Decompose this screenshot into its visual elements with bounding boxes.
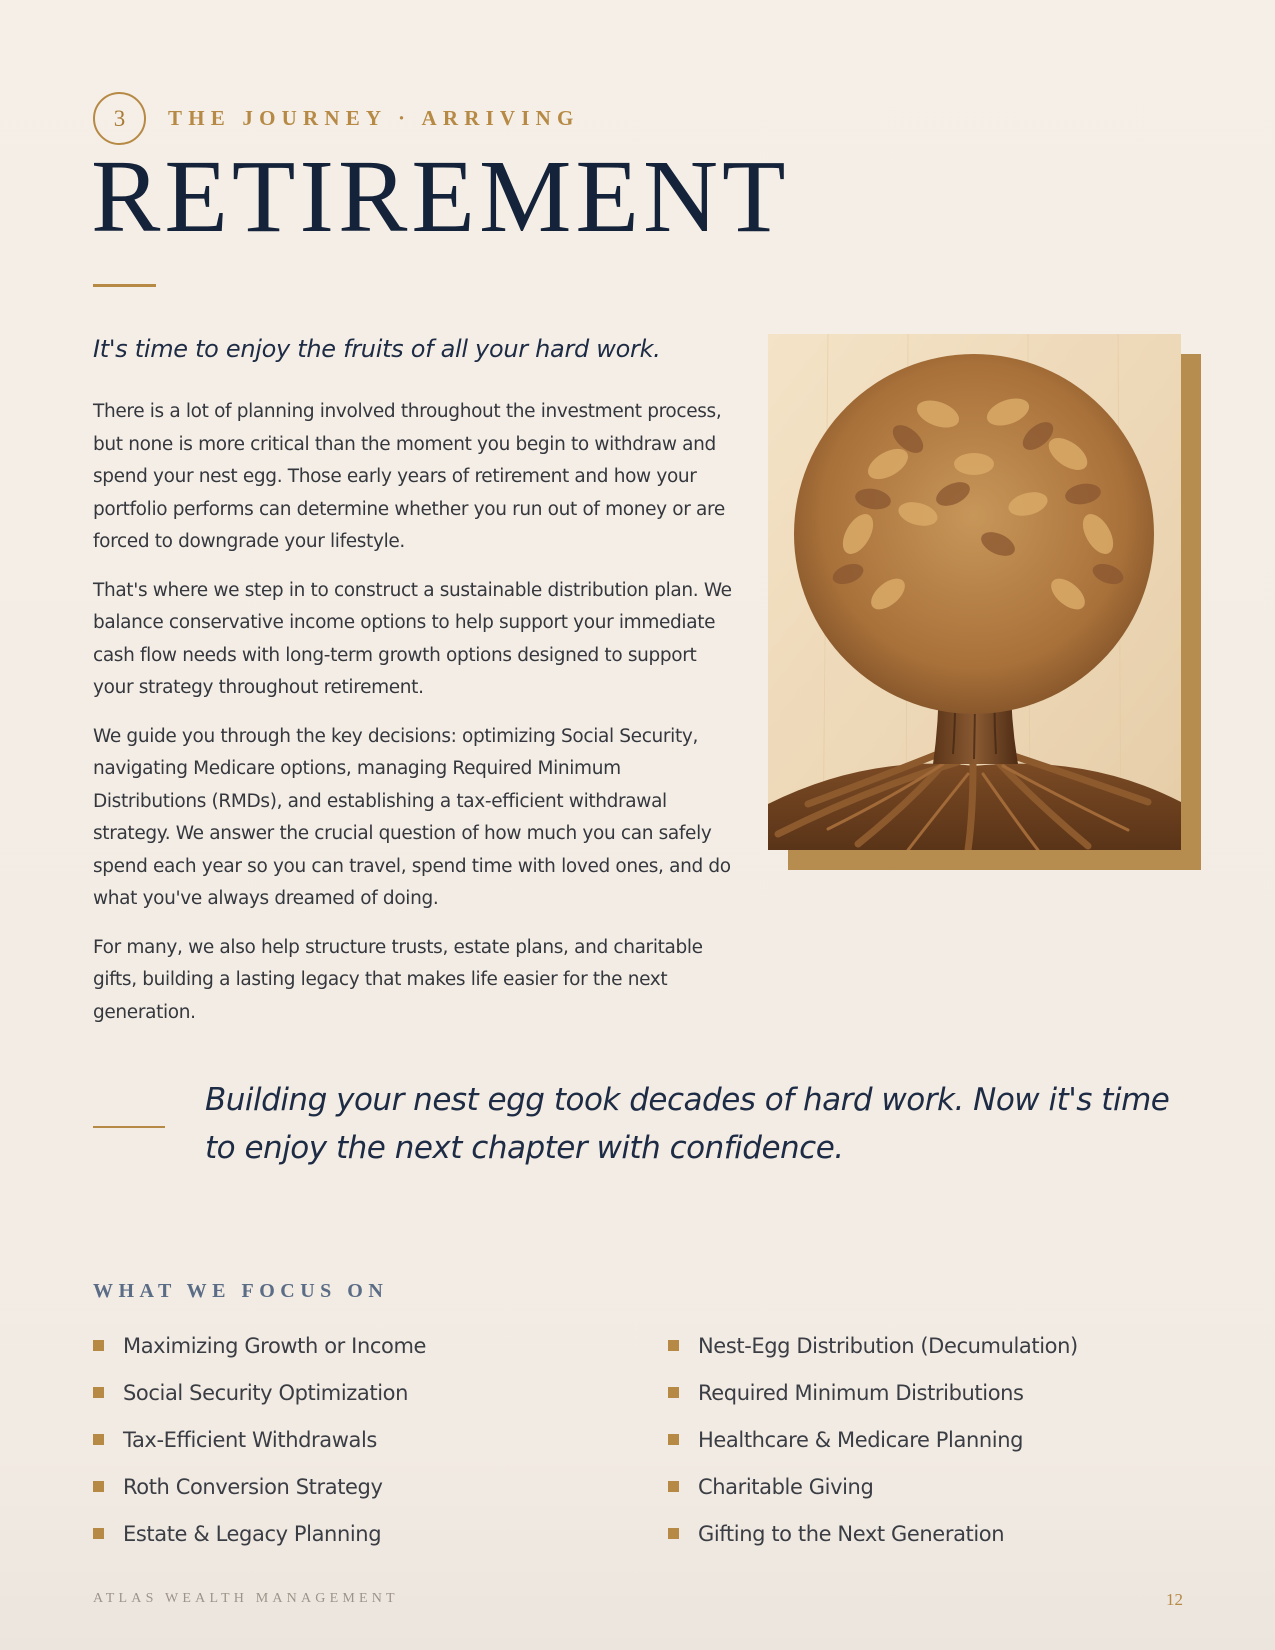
tree-image-frame	[768, 334, 1181, 850]
tree-icon	[768, 334, 1181, 850]
focus-list-left	[93, 1322, 426, 1557]
square-bullet-icon	[93, 1387, 104, 1398]
page-title: RETIREMENT	[91, 139, 790, 254]
square-bullet-icon	[668, 1340, 679, 1351]
square-bullet-icon	[668, 1528, 679, 1539]
body-paragraph: That's where we step in to construct a sustainable distribution plan. We balance conservative income options to help support your immediate cash flow needs with long-term growth options designed to support your strategy throughout retirement.	[93, 579, 732, 698]
list-item	[93, 1463, 426, 1510]
focus-heading: WHAT WE FOCUS ON	[93, 1280, 389, 1302]
section-number-badge: 3	[93, 92, 146, 145]
page-number: 12	[1166, 1590, 1183, 1609]
square-bullet-icon	[668, 1481, 679, 1492]
list-item-label: Healthcare & Medicare Planning	[698, 1427, 1024, 1452]
intro-lead: It's time to enjoy the fruits of all your hard work.	[93, 335, 661, 363]
list-item-label: Charitable Giving	[698, 1474, 874, 1499]
list-item	[668, 1322, 1078, 1369]
list-item	[668, 1463, 1078, 1510]
list-item	[93, 1322, 426, 1369]
list-item	[93, 1369, 426, 1416]
pull-quote: Building your nest egg took decades of hard work. Now it's time to enjoy the next chapter with confidence.	[205, 1082, 1170, 1166]
section-eyebrow: THE JOURNEY · ARRIVING	[168, 106, 580, 130]
square-bullet-icon	[93, 1434, 104, 1445]
list-item-label: Nest-Egg Distribution (Decumulation)	[698, 1333, 1078, 1358]
list-item	[668, 1510, 1078, 1557]
list-item-label: Required Minimum Distributions	[698, 1380, 1024, 1405]
square-bullet-icon	[93, 1528, 104, 1539]
intro-body	[93, 396, 733, 1045]
section-header	[93, 92, 580, 145]
body-paragraph: For many, we also help structure trusts, estate plans, and charitable gifts, building a lasting legacy that makes life easier for the next generation.	[93, 936, 703, 1023]
focus-list-right	[668, 1322, 1078, 1557]
list-item	[668, 1416, 1078, 1463]
body-paragraph: We guide you through the key decisions: optimizing Social Security, navigating Medicare options, managing Required Minimum Distributions (RMDs), and establishing a tax-efficient withdrawal strategy. We answer the crucial question of how much you can safely spend each year so you can travel, spend time with loved ones, and do what you've always dreamed of doing.	[93, 725, 731, 909]
list-item	[93, 1416, 426, 1463]
list-item-label: Gifting to the Next Generation	[698, 1521, 1005, 1546]
square-bullet-icon	[668, 1387, 679, 1398]
list-item-label: Social Security Optimization	[123, 1380, 408, 1405]
list-item-label: Roth Conversion Strategy	[123, 1474, 383, 1499]
square-bullet-icon	[93, 1481, 104, 1492]
square-bullet-icon	[93, 1340, 104, 1351]
list-item	[93, 1510, 426, 1557]
title-divider	[93, 284, 156, 287]
list-item	[668, 1369, 1078, 1416]
quote-divider	[93, 1126, 165, 1128]
list-item-label: Tax-Efficient Withdrawals	[123, 1427, 377, 1452]
list-item-label: Estate & Legacy Planning	[123, 1521, 382, 1546]
square-bullet-icon	[668, 1434, 679, 1445]
feature-image	[768, 334, 1201, 870]
list-item-label: Maximizing Growth or Income	[123, 1333, 427, 1358]
footer-brand: ATLAS WEALTH MANAGEMENT	[93, 1591, 399, 1606]
body-paragraph: There is a lot of planning involved throughout the investment process, but none is more critical than the moment you begin to withdraw and spend your nest egg. Those early years of retirement and how your portfolio performs can determine whether you run out of money or are forced to downgrade your lifestyle.	[93, 401, 725, 552]
